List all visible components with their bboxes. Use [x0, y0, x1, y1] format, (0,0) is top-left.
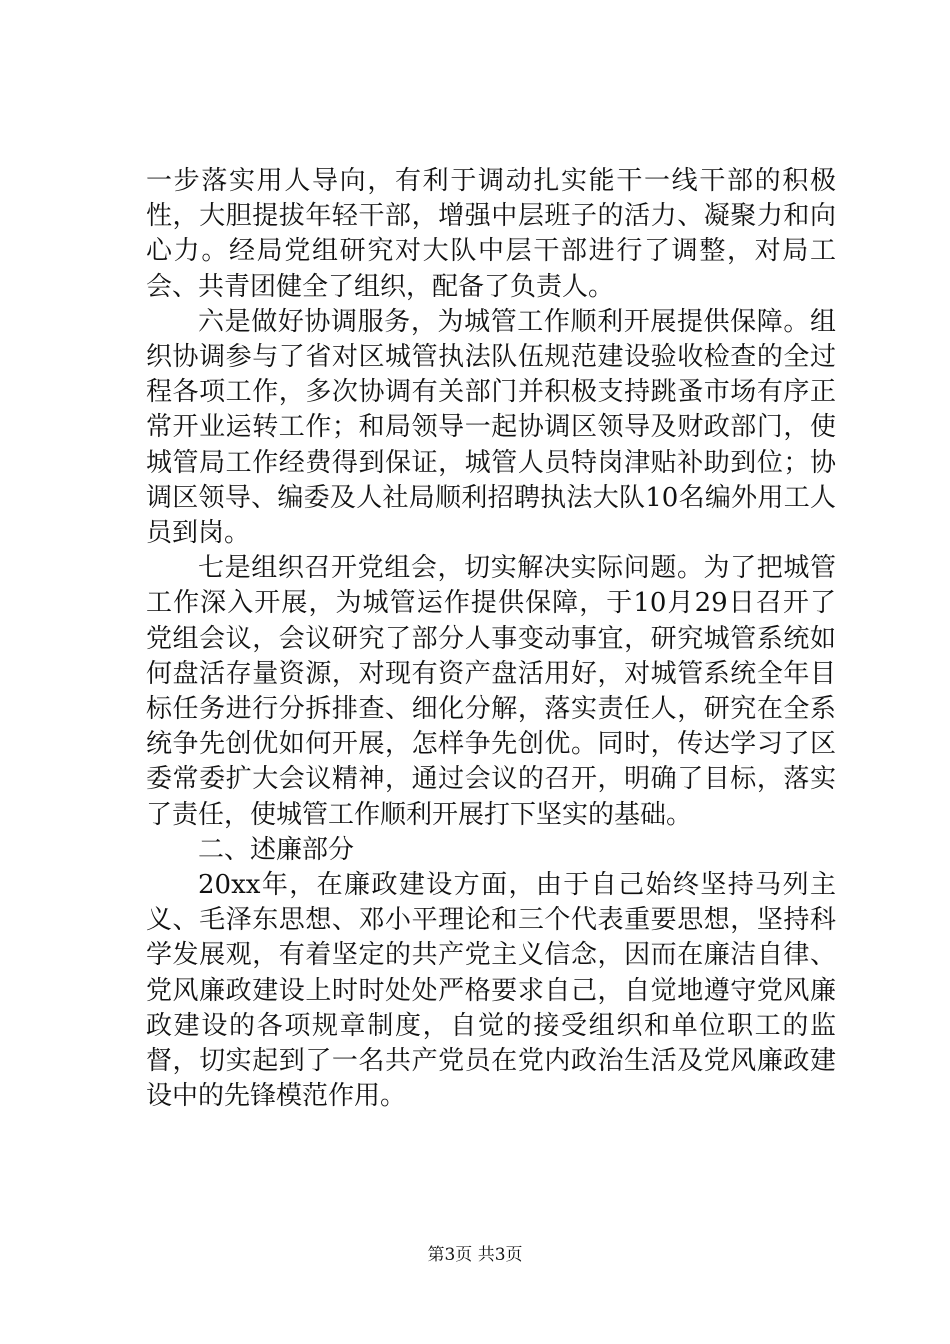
paragraph-1: 一步落实用人导向，有利于调动扎实能干一线干部的积极性，大胆提拔年轻干部，增强中层班子的活力、凝聚力和向心力。经局党组研究对大队中层干部进行了调整，对局工会、共青团健全了组织，配备了负责人。 [146, 166, 836, 302]
paragraph-3: 七是组织召开党组会，切实解决实际问题。为了把城管工作深入开展，为城管运作提供保障，于10月29日召开了党组会议，会议研究了部分人事变动事宜，研究城管系统如何盘活存量资源，对现有资产盘活用好，对城管系统全年目标任务进行分拆排查、细化分解，落实责任人，研究在全系统争先创优如何开展，怎样争先创优。同时，传达学习了区委常委扩大会议精神，通过会议的召开，明确了目标，落实了责任，使城管工作顺利开展打下坚实的基础。 [146, 553, 836, 830]
document-body [146, 164, 836, 1114]
paragraph-2: 六是做好协调服务，为城管工作顺利开展提供保障。组织协调参与了省对区城管执法队伍规范建设验收检查的全过程各项工作，多次协调有关部门并积极支持跳蚤市场有序正常开业运转工作；和局领导一起协调区领导及财政部门，使城管局工作经费得到保证，城管人员特岗津贴补助到位；协调区领导、编委及人社局顺利招聘执法大队10名编外用工人员到岗。 [146, 306, 836, 549]
section-heading-2: 二、述廉部分 [198, 834, 355, 865]
page-number-footer: 第3页 共3页 [427, 1245, 523, 1265]
paragraph-4: 20xx年，在廉政建设方面，由于自己始终坚持马列主义、毛泽东思想、邓小平理论和三个代表重要思想，坚持科学发展观，有着坚定的共产党主义信念，因而在廉洁自律、党风廉政建设上时时处处严格要求自己，自觉地遵守党风廉政建设的各项规章制度，自觉的接受组织和单位职工的监督，切实起到了一名共产党员在党内政治生活及党风廉政建设中的先锋模范作用。 [146, 870, 836, 1112]
